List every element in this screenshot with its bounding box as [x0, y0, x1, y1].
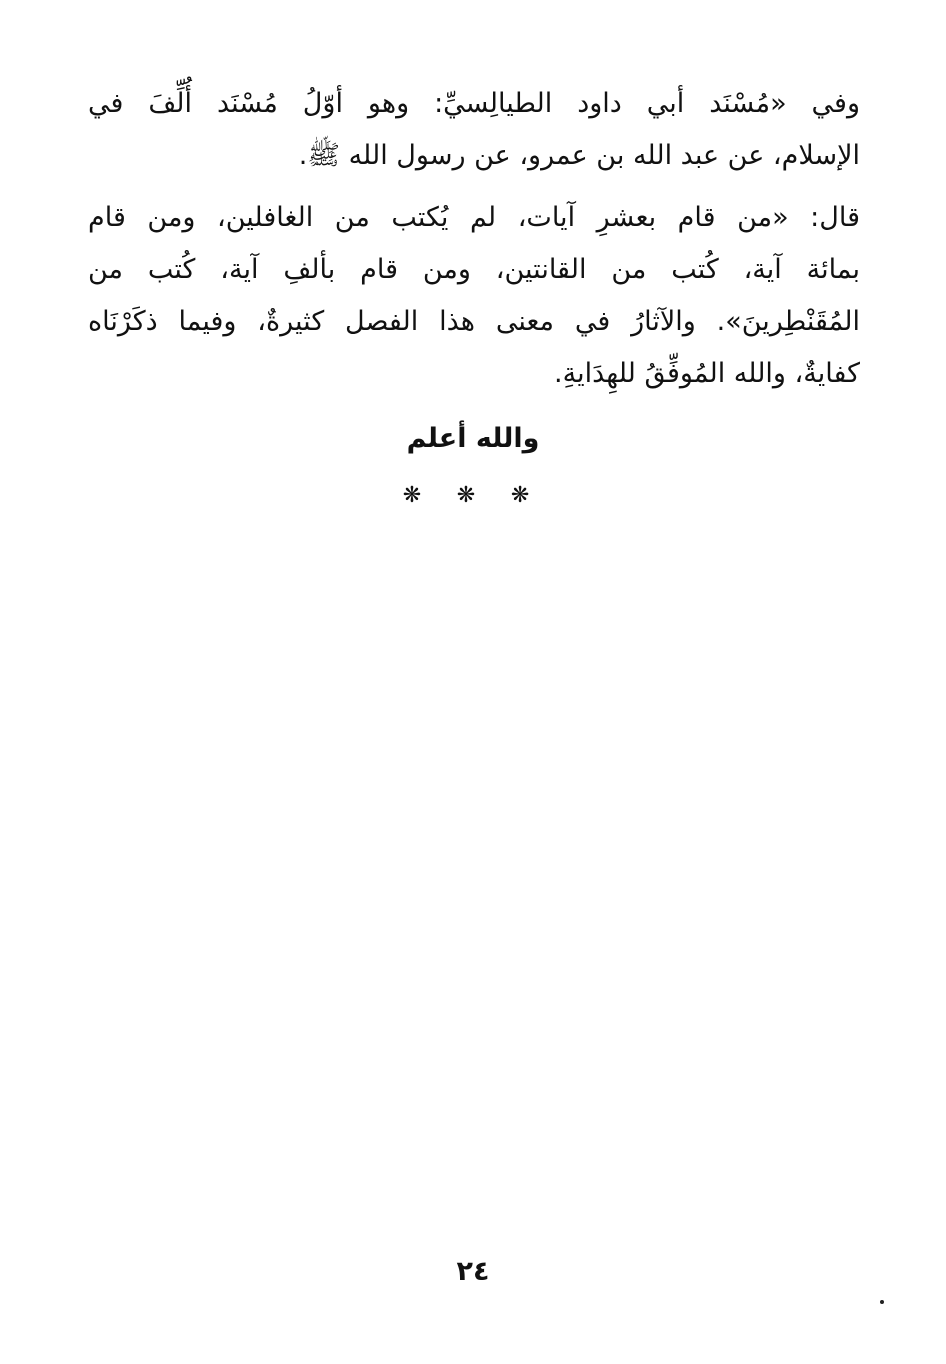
text-line: بمائة آية، كُتب من القانتين، ومن قام بألفِ آية، كُتب من	[88, 254, 860, 285]
closing-phrase: والله أعلم	[406, 423, 540, 454]
text-line: كفايةٌ، والله المُوفِّقُ للهِدَايةِ.	[554, 358, 860, 389]
text-line: الإسلام، عن عبد الله بن عمرو، عن رسول الله ﷺ.	[298, 140, 860, 171]
text-line: قال: «من قام بعشرِ آيات، لم يُكتب من الغافلين، ومن قام	[88, 202, 860, 233]
page-number: ٢٤	[456, 1256, 490, 1287]
scan-speck	[880, 1300, 884, 1304]
text-line: وفي «مُسْنَد أبي داود الطيالِسيِّ: وهو أوّلُ مُسْنَد أُلِّفَ في	[88, 88, 860, 119]
section-separator-stars: ❋ ❋ ❋	[402, 483, 544, 508]
paragraph-musnad	[88, 78, 860, 182]
text-line: المُقَنْطِرينَ». والآثارُ في معنى هذا الفصل كثيرةٌ، وفيما ذكَرْنَاه	[88, 306, 860, 337]
paragraph-hadith	[88, 192, 860, 400]
